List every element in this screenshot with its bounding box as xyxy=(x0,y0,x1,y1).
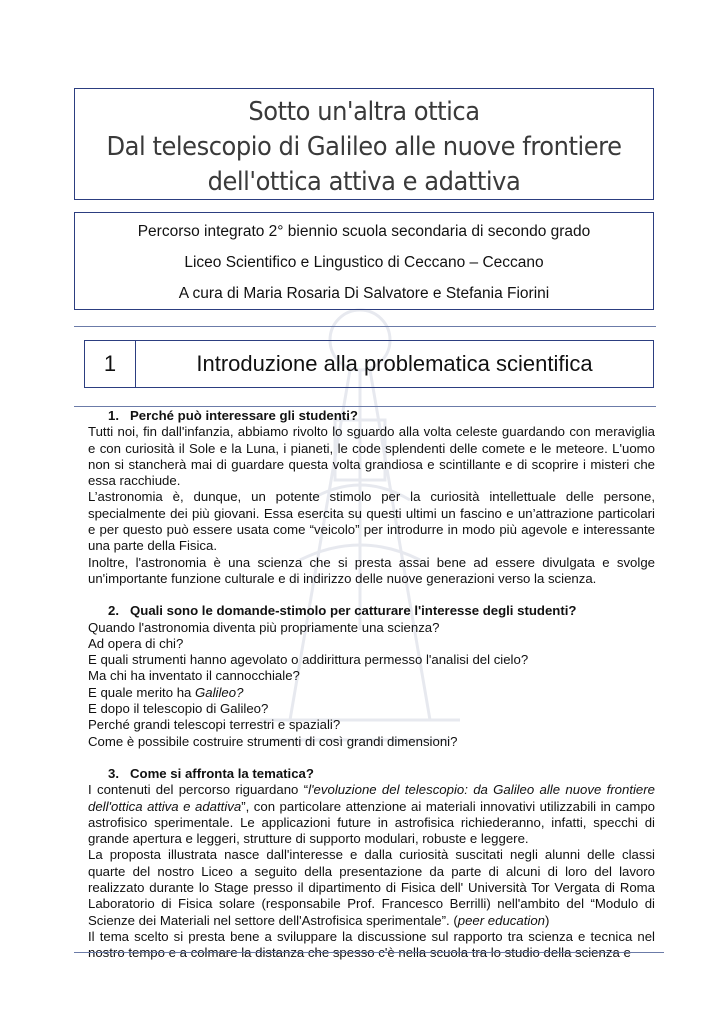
question-2-line: Perché grandi telescopi terrestri e spaziali? xyxy=(88,717,341,733)
question-2-line: Ad opera di chi? xyxy=(88,635,184,651)
question-2-line: E quale merito ha Galileo? xyxy=(88,684,244,700)
question-3-paragraph-2: La proposta illustrata nasce dall'interesse e dalla curiosità suscitati negli alunni delle classi quarte del nostro Liceo a seguito della presentazione da parte di alcuni di loro del lavoro realizzato durante lo Stage presso il dipartimento di Fisica dell' Università Tor Vergata di Roma Laboratorio di Fisica solare (responsabile Prof. Francesco Berrilli) nell'ambito del “Modulo di Scienze dei Materiali nel settore dell'Astrofisica sperimentale”. (peer education) xyxy=(88,847,655,928)
section-number: 1 xyxy=(85,341,136,387)
question-1-paragraph-1: Tutti noi, fin dall'infanzia, abbiamo rivolto lo sguardo alla volta celeste guardando con meraviglia e con curiosità il Sole e la Luna, i pianeti, le code splendenti delle comete e le meteore. L'uomo non si stancherà mai di guardare questa volta grandiosa e scintillante e di scoprire i misteri che essa racchiude. xyxy=(88,424,655,489)
document-subtitle xyxy=(74,212,654,310)
question-3-paragraph-1: I contenuti del percorso riguardano “l'evoluzione del telescopio: da Galileo alle nuove frontiere dell'ottica attiva e adattiva”, con particolare attenzione ai materiali innovativi utilizzabili in campo astrofisico sperimentale. Le applicazioni future in astrofisica richiederanno, infatti, specchi di grande apertura e leggeri, strutture di supporto modulari, robuste e leggere. xyxy=(88,782,655,847)
question-1-paragraph-3: Inoltre, l'astronomia è una scienza che si presta assai bene ad essere divulgata e svolge un'importante funzione culturale e di indirizzo delle nuove generazioni verso la scienza. xyxy=(88,554,655,586)
document-body xyxy=(88,408,655,962)
question-1-paragraph-2: L’astronomia è, dunque, un potente stimolo per la curiosità intellettuale delle persone, specialmente dei più giovani. Essa esercita su questi ultimi un fascino e un’attrazione particolari e per questo può essere usata come “veicolo” per introdurre in modo più agevole e interessante una parte della Fisica. xyxy=(88,489,655,554)
divider-top xyxy=(74,326,656,327)
document-title xyxy=(74,88,654,200)
question-1-heading: 1. Perché può interessare gli studenti? xyxy=(108,408,358,423)
subtitle-line-1: Percorso integrato 2° biennio scuola secondaria di secondo grado xyxy=(137,223,591,240)
subtitle-line-2: Liceo Scientifico e Lingustico di Ceccano – Ceccano xyxy=(184,254,544,271)
question-2-line: E dopo il telescopio di Galileo? xyxy=(88,701,269,717)
question-2-line: Ma chi ha inventato il cannocchiale? xyxy=(88,668,300,684)
question-2-heading: 2. Quali sono le domande-stimolo per catturare l'interesse degli studenti? xyxy=(108,603,577,619)
divider-bottom xyxy=(74,952,664,953)
title-line-2: Dal telescopio di Galileo alle nuove frontiere xyxy=(106,132,622,162)
question-2-line: Come è possibile costruire strumenti di così grandi dimensioni? xyxy=(88,733,458,749)
title-line-3: dell'ottica attiva e adattiva xyxy=(207,167,521,197)
question-3-paragraph-3: Il tema scelto si presta bene a sviluppare la discussione sul rapporto tra scienza e tecnica nel nostro tempo e a colmare la distanza che spesso c'è nella scuola tra lo studio della scienza e xyxy=(88,928,655,961)
divider-section xyxy=(74,406,656,407)
subtitle-line-3: A cura di Maria Rosaria Di Salvatore e Stefania Fiorini xyxy=(178,285,550,302)
title-line-1: Sotto un'altra ottica xyxy=(248,97,480,127)
question-2-line: E quali strumenti hanno agevolato o addirittura permesso l'analisi del cielo? xyxy=(88,652,529,668)
section-title: Introduzione alla problematica scientifica xyxy=(196,351,593,376)
section-header xyxy=(84,340,654,388)
question-3-heading: 3. Come si affronta la tematica? xyxy=(108,765,314,781)
question-2-line: Quando l'astronomia diventa più propriamente una scienza? xyxy=(88,619,440,635)
